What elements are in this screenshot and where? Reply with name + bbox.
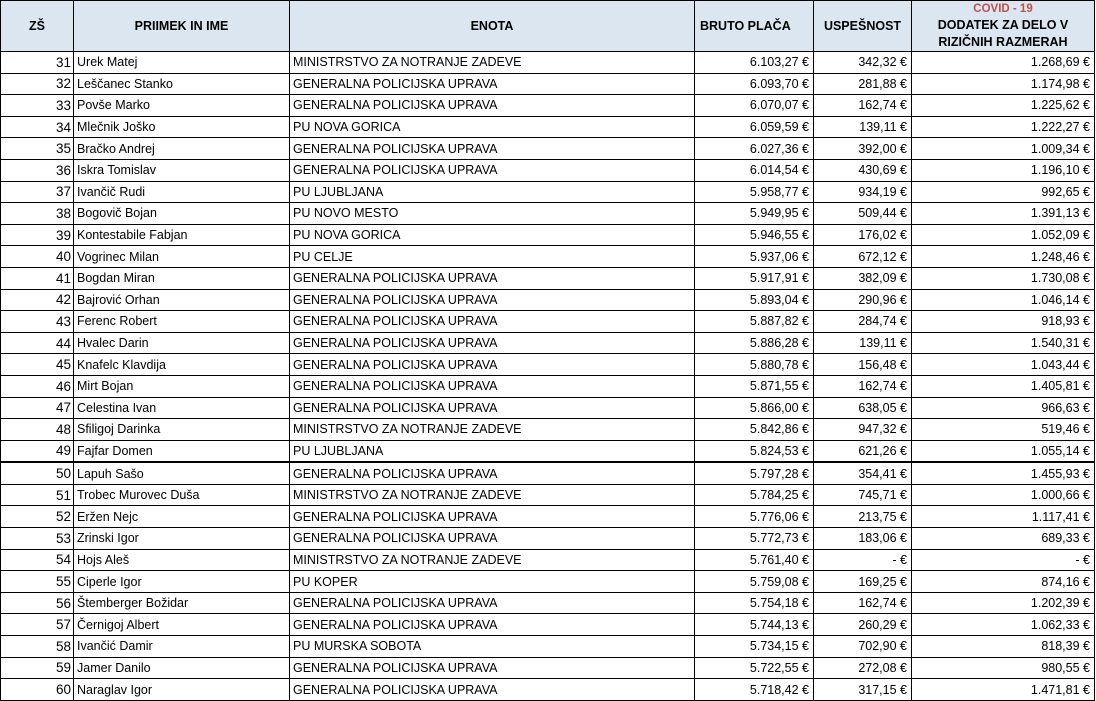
row-zs: 38 (1, 203, 74, 225)
row-name: Leščanec Stanko (74, 73, 290, 95)
row-name: Bogdan Miran (74, 267, 290, 289)
table-row (1, 52, 1095, 74)
row-performance: 260,29 € (814, 614, 912, 636)
row-performance: 430,69 € (814, 159, 912, 181)
table-row (1, 528, 1095, 550)
row-performance: 162,74 € (814, 95, 912, 117)
row-name: Celestina Ivan (74, 397, 290, 419)
row-covid-bonus: 1.222,27 € (912, 116, 1095, 138)
row-unit: GENERALNA POLICIJSKA UPRAVA (290, 506, 695, 528)
row-performance: 672,12 € (814, 246, 912, 268)
row-gross-pay: 5.718,42 € (695, 679, 814, 701)
row-performance: 284,74 € (814, 311, 912, 333)
table-row (1, 246, 1095, 268)
row-name: Knafelc Klavdija (74, 354, 290, 376)
row-zs: 54 (1, 549, 74, 571)
row-zs: 43 (1, 311, 74, 333)
row-name: Zrinski Igor (74, 528, 290, 550)
row-gross-pay: 6.027,36 € (695, 138, 814, 160)
row-covid-bonus: 1.248,46 € (912, 246, 1095, 268)
table-row (1, 571, 1095, 593)
table-row (1, 375, 1095, 397)
row-zs: 44 (1, 332, 74, 354)
table-row (1, 116, 1095, 138)
row-name: Bogovič Bojan (74, 203, 290, 225)
row-covid-bonus: 1.455,93 € (912, 462, 1095, 484)
row-unit: PU CELJE (290, 246, 695, 268)
row-performance: 702,90 € (814, 636, 912, 658)
row-unit: MINISTRSTVO ZA NOTRANJE ZADEVE (290, 419, 695, 441)
row-gross-pay: 5.784,25 € (695, 484, 814, 506)
row-gross-pay: 5.744,13 € (695, 614, 814, 636)
row-zs: 39 (1, 224, 74, 246)
header-covid-line1: DODATEK ZA DELO V (937, 18, 1069, 32)
row-covid-bonus: 1.540,31 € (912, 332, 1095, 354)
row-zs: 56 (1, 592, 74, 614)
table-row (1, 332, 1095, 354)
row-unit: GENERALNA POLICIJSKA UPRAVA (290, 354, 695, 376)
row-covid-bonus: 1.055,14 € (912, 440, 1095, 462)
row-performance: - € (814, 549, 912, 571)
row-unit: MINISTRSTVO ZA NOTRANJE ZADEVE (290, 549, 695, 571)
header-name: PRIIMEK IN IME (74, 1, 290, 52)
row-gross-pay: 6.070,07 € (695, 95, 814, 117)
table-row (1, 397, 1095, 419)
row-zs: 32 (1, 73, 74, 95)
row-covid-bonus: 992,65 € (912, 181, 1095, 203)
row-gross-pay: 6.103,27 € (695, 52, 814, 74)
row-gross-pay: 6.014,54 € (695, 159, 814, 181)
row-zs: 57 (1, 614, 74, 636)
row-gross-pay: 5.893,04 € (695, 289, 814, 311)
row-performance: 213,75 € (814, 506, 912, 528)
row-zs: 53 (1, 528, 74, 550)
row-gross-pay: 5.772,73 € (695, 528, 814, 550)
header-covid-line2: RIZIČNIH RAZMERAH (938, 35, 1068, 49)
row-covid-bonus: 1.062,33 € (912, 614, 1095, 636)
row-unit: GENERALNA POLICIJSKA UPRAVA (290, 679, 695, 701)
row-zs: 41 (1, 267, 74, 289)
row-unit: GENERALNA POLICIJSKA UPRAVA (290, 614, 695, 636)
row-name: Kontestabile Fabjan (74, 224, 290, 246)
row-gross-pay: 5.917,91 € (695, 267, 814, 289)
table-row (1, 267, 1095, 289)
row-covid-bonus: 1.052,09 € (912, 224, 1095, 246)
row-covid-bonus: 966,63 € (912, 397, 1095, 419)
row-performance: 317,15 € (814, 679, 912, 701)
table-row (1, 181, 1095, 203)
row-name: Hojs Aleš (74, 549, 290, 571)
row-name: Jamer Danilo (74, 657, 290, 679)
row-covid-bonus: 1.730,08 € (912, 267, 1095, 289)
row-covid-bonus: 1.471,81 € (912, 679, 1095, 701)
row-covid-bonus: 1.405,81 € (912, 375, 1095, 397)
table-row (1, 95, 1095, 117)
row-zs: 35 (1, 138, 74, 160)
row-gross-pay: 5.824,53 € (695, 440, 814, 462)
row-zs: 58 (1, 636, 74, 658)
row-unit: GENERALNA POLICIJSKA UPRAVA (290, 375, 695, 397)
row-covid-bonus: 1.268,69 € (912, 52, 1095, 74)
row-performance: 176,02 € (814, 224, 912, 246)
row-name: Bajrović Orhan (74, 289, 290, 311)
row-unit: PU MURSKA SOBOTA (290, 636, 695, 658)
table-row (1, 506, 1095, 528)
row-name: Lapuh Sašo (74, 462, 290, 484)
header-zs: ZŠ (1, 1, 74, 52)
table-row (1, 311, 1095, 333)
row-performance: 183,06 € (814, 528, 912, 550)
row-performance: 947,32 € (814, 419, 912, 441)
row-zs: 34 (1, 116, 74, 138)
row-gross-pay: 5.734,15 € (695, 636, 814, 658)
row-unit: GENERALNA POLICIJSKA UPRAVA (290, 657, 695, 679)
row-gross-pay: 5.722,55 € (695, 657, 814, 679)
row-unit: MINISTRSTVO ZA NOTRANJE ZADEVE (290, 52, 695, 74)
row-unit: GENERALNA POLICIJSKA UPRAVA (290, 159, 695, 181)
row-performance: 509,44 € (814, 203, 912, 225)
row-name: Povše Marko (74, 95, 290, 117)
row-name: Eržen Nejc (74, 506, 290, 528)
row-covid-bonus: - € (912, 549, 1095, 571)
row-gross-pay: 5.866,00 € (695, 397, 814, 419)
row-unit: PU LJUBLJANA (290, 440, 695, 462)
row-name: Naraglav Igor (74, 679, 290, 701)
table-row (1, 419, 1095, 441)
row-name: Vogrinec Milan (74, 246, 290, 268)
row-unit: GENERALNA POLICIJSKA UPRAVA (290, 462, 695, 484)
row-gross-pay: 5.754,18 € (695, 592, 814, 614)
row-unit: GENERALNA POLICIJSKA UPRAVA (290, 289, 695, 311)
row-name: Ivančič Rudi (74, 181, 290, 203)
row-name: Mirt Bojan (74, 375, 290, 397)
table-row (1, 484, 1095, 506)
row-unit: GENERALNA POLICIJSKA UPRAVA (290, 138, 695, 160)
row-gross-pay: 5.871,55 € (695, 375, 814, 397)
row-gross-pay: 5.761,40 € (695, 549, 814, 571)
row-zs: 45 (1, 354, 74, 376)
row-unit: GENERALNA POLICIJSKA UPRAVA (290, 397, 695, 419)
row-covid-bonus: 519,46 € (912, 419, 1095, 441)
row-covid-bonus: 1.046,14 € (912, 289, 1095, 311)
table-row (1, 440, 1095, 462)
table-row (1, 159, 1095, 181)
row-zs: 47 (1, 397, 74, 419)
row-unit: PU NOVO MESTO (290, 203, 695, 225)
row-covid-bonus: 1.391,13 € (912, 203, 1095, 225)
row-unit: PU NOVA GORICA (290, 116, 695, 138)
row-performance: 139,11 € (814, 332, 912, 354)
row-performance: 139,11 € (814, 116, 912, 138)
row-zs: 49 (1, 440, 74, 462)
row-name: Černigoj Albert (74, 614, 290, 636)
row-performance: 281,88 € (814, 73, 912, 95)
row-unit: PU KOPER (290, 571, 695, 593)
row-covid-bonus: 689,33 € (912, 528, 1095, 550)
row-covid-bonus: 1.202,39 € (912, 592, 1095, 614)
row-performance: 621,26 € (814, 440, 912, 462)
row-unit: GENERALNA POLICIJSKA UPRAVA (290, 332, 695, 354)
row-performance: 638,05 € (814, 397, 912, 419)
row-covid-bonus: 818,39 € (912, 636, 1095, 658)
row-gross-pay: 5.842,86 € (695, 419, 814, 441)
row-performance: 745,71 € (814, 484, 912, 506)
row-zs: 42 (1, 289, 74, 311)
row-zs: 60 (1, 679, 74, 701)
row-unit: PU NOVA GORICA (290, 224, 695, 246)
row-covid-bonus: 1.000,66 € (912, 484, 1095, 506)
row-performance: 162,74 € (814, 592, 912, 614)
row-zs: 33 (1, 95, 74, 117)
row-gross-pay: 5.759,08 € (695, 571, 814, 593)
table-row (1, 636, 1095, 658)
row-zs: 40 (1, 246, 74, 268)
row-unit: GENERALNA POLICIJSKA UPRAVA (290, 592, 695, 614)
table-row (1, 592, 1095, 614)
row-performance: 392,00 € (814, 138, 912, 160)
row-gross-pay: 6.093,70 € (695, 73, 814, 95)
row-performance: 156,48 € (814, 354, 912, 376)
row-name: Ferenc Robert (74, 311, 290, 333)
header-gross-pay: BRUTO PLAČA (695, 1, 814, 52)
row-gross-pay: 5.887,82 € (695, 311, 814, 333)
row-unit: GENERALNA POLICIJSKA UPRAVA (290, 311, 695, 333)
row-covid-bonus: 1.225,62 € (912, 95, 1095, 117)
row-name: Fajfar Domen (74, 440, 290, 462)
row-gross-pay: 5.946,55 € (695, 224, 814, 246)
row-unit: GENERALNA POLICIJSKA UPRAVA (290, 528, 695, 550)
row-zs: 52 (1, 506, 74, 528)
row-name: Trobec Murovec Duša (74, 484, 290, 506)
row-zs: 50 (1, 462, 74, 484)
row-covid-bonus: 980,55 € (912, 657, 1095, 679)
row-name: Ivančić Damir (74, 636, 290, 658)
row-zs: 55 (1, 571, 74, 593)
table-row (1, 224, 1095, 246)
table-row (1, 462, 1095, 484)
header-unit: ENOTA (290, 1, 695, 52)
table-row (1, 203, 1095, 225)
row-performance: 162,74 € (814, 375, 912, 397)
row-zs: 59 (1, 657, 74, 679)
row-gross-pay: 6.059,59 € (695, 116, 814, 138)
row-performance: 934,19 € (814, 181, 912, 203)
row-zs: 48 (1, 419, 74, 441)
table-row (1, 138, 1095, 160)
header-covid (912, 1, 1095, 52)
row-name: Ciperle Igor (74, 571, 290, 593)
row-name: Urek Matej (74, 52, 290, 74)
row-performance: 382,09 € (814, 267, 912, 289)
row-zs: 37 (1, 181, 74, 203)
row-gross-pay: 5.797,28 € (695, 462, 814, 484)
row-performance: 272,08 € (814, 657, 912, 679)
table-row (1, 289, 1095, 311)
row-gross-pay: 5.776,06 € (695, 506, 814, 528)
row-unit: PU LJUBLJANA (290, 181, 695, 203)
row-performance: 354,41 € (814, 462, 912, 484)
row-unit: GENERALNA POLICIJSKA UPRAVA (290, 267, 695, 289)
table-header-row (1, 1, 1095, 52)
row-name: Bračko Andrej (74, 138, 290, 160)
row-covid-bonus: 1.043,44 € (912, 354, 1095, 376)
header-covid-top: COVID - 19 (973, 3, 1033, 15)
row-zs: 46 (1, 375, 74, 397)
row-performance: 169,25 € (814, 571, 912, 593)
row-covid-bonus: 1.196,10 € (912, 159, 1095, 181)
row-unit: MINISTRSTVO ZA NOTRANJE ZADEVE (290, 484, 695, 506)
row-gross-pay: 5.958,77 € (695, 181, 814, 203)
row-name: Štemberger Božidar (74, 592, 290, 614)
row-zs: 51 (1, 484, 74, 506)
row-gross-pay: 5.949,95 € (695, 203, 814, 225)
table-row (1, 73, 1095, 95)
row-gross-pay: 5.880,78 € (695, 354, 814, 376)
table-row (1, 354, 1095, 376)
row-covid-bonus: 1.174,98 € (912, 73, 1095, 95)
row-unit: GENERALNA POLICIJSKA UPRAVA (290, 95, 695, 117)
row-covid-bonus: 1.009,34 € (912, 138, 1095, 160)
row-unit: GENERALNA POLICIJSKA UPRAVA (290, 73, 695, 95)
row-name: Mlečnik Joško (74, 116, 290, 138)
row-gross-pay: 5.937,06 € (695, 246, 814, 268)
row-name: Iskra Tomislav (74, 159, 290, 181)
row-performance: 342,32 € (814, 52, 912, 74)
row-covid-bonus: 874,16 € (912, 571, 1095, 593)
row-zs: 36 (1, 159, 74, 181)
row-name: Sfiligoj Darinka (74, 419, 290, 441)
row-performance: 290,96 € (814, 289, 912, 311)
row-zs: 31 (1, 52, 74, 74)
row-covid-bonus: 1.117,41 € (912, 506, 1095, 528)
table-row (1, 549, 1095, 571)
table-row (1, 657, 1095, 679)
table-row (1, 614, 1095, 636)
row-name: Hvalec Darin (74, 332, 290, 354)
header-performance: USPEŠNOST (814, 1, 912, 52)
row-gross-pay: 5.886,28 € (695, 332, 814, 354)
row-covid-bonus: 918,93 € (912, 311, 1095, 333)
